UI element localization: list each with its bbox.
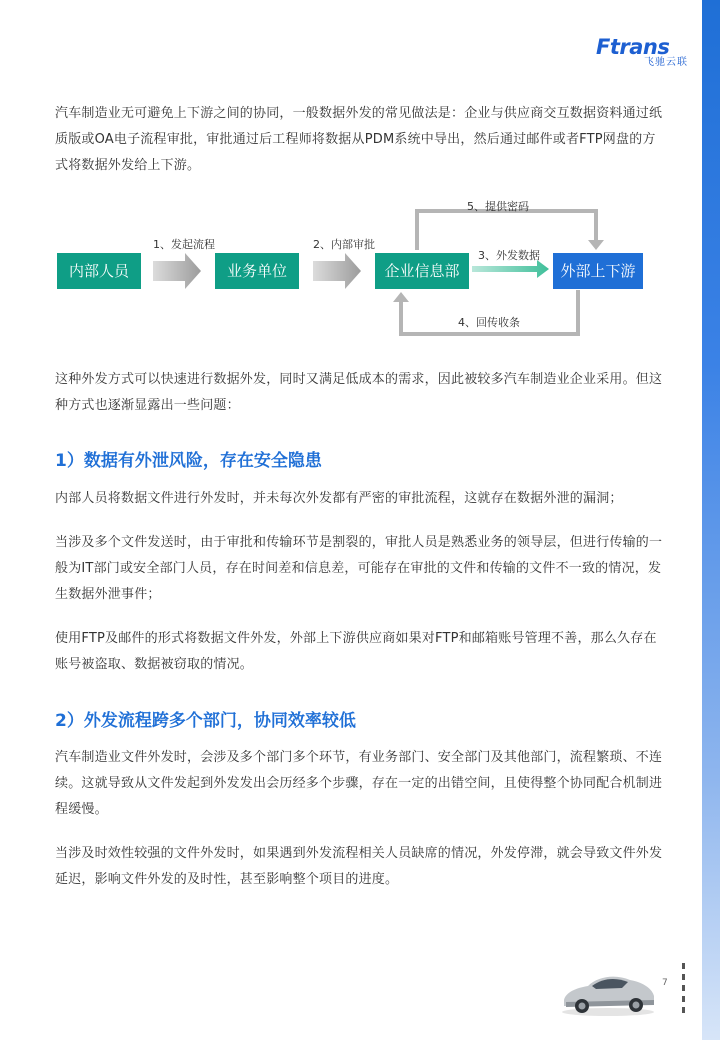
brand-logo-subtitle: 飞驰云联 bbox=[644, 57, 688, 68]
side-color-band bbox=[702, 0, 720, 1040]
flow-arrow-1-icon bbox=[153, 253, 201, 289]
data-export-flow-diagram bbox=[0, 195, 720, 345]
page-number: 7 bbox=[662, 978, 668, 988]
paragraph-issues-intro: 这种外发方式可以快速进行数据外发，同时又满足低成本的需求，因此被较多汽车制造业企业采用。但这种方式也逐渐显露出一些问题： bbox=[55, 372, 663, 413]
box-internal-staff: 内部人员 bbox=[57, 253, 141, 289]
step-2-label: 2、内部审批 bbox=[313, 238, 375, 251]
brand-logo bbox=[596, 36, 692, 70]
section-1-paragraph-2: 当涉及多个文件发送时，由于审批和传输环节是割裂的，审批人员是熟悉业务的领导层，但进行传输的一般为IT部门或安全部门人员，存在时间差和信息差，可能存在审批的文件和传输的文件不一致的情况，发生数据外泄事件； bbox=[55, 535, 663, 602]
car-illustration-icon bbox=[558, 962, 658, 1018]
intro-paragraph: 汽车制造业无可避免上下游之间的协同，一般数据外发的常见做法是：企业与供应商交互数据资料通过纸质版或OA电子流程审批，审批通过后工程师将数据从PDM系统中导出，然后通过邮件或者FTP网盘的方式将数据外发给上下游。 bbox=[55, 106, 663, 173]
box-it-department: 企业信息部 bbox=[375, 253, 469, 289]
section-1-paragraph-1: 内部人员将数据文件进行外发时，并未每次外发都有严密的审批流程，这就存在数据外泄的漏洞； bbox=[55, 491, 623, 506]
brand-logo-text: Ftrans bbox=[596, 35, 670, 59]
section-2-heading: 2）外发流程跨多个部门，协同效率较低 bbox=[55, 711, 356, 731]
box-external-partners: 外部上下游 bbox=[553, 253, 643, 289]
section-2-paragraph-1: 汽车制造业文件外发时，会涉及多个部门多个环节，有业务部门、安全部门及其他部门，流程繁琐、不连续。这就导致从文件发起到外发发出会历经多个步骤，存在一定的出错空间，且使得整个协同配合机制进程缓慢。 bbox=[55, 750, 663, 817]
flow-arrow-5-icon bbox=[417, 211, 596, 250]
page-number-dash-decoration bbox=[682, 963, 685, 1015]
section-1-heading: 1）数据有外泄风险，存在安全隐患 bbox=[55, 451, 322, 471]
step-1-label: 1、发起流程 bbox=[153, 238, 215, 251]
section-2-paragraph-2: 当涉及时效性较强的文件外发时，如果遇到外发流程相关人员缺席的情况，外发停滞，就会导致文件外发延迟，影响文件外发的及时性，甚至影响整个项目的进度。 bbox=[55, 846, 663, 887]
box-business-unit: 业务单位 bbox=[215, 253, 299, 289]
step-4-label: 4、回传收条 bbox=[458, 316, 520, 329]
step-3-label: 3、外发数据 bbox=[478, 249, 540, 262]
step-5-label: 5、提供密码 bbox=[467, 200, 529, 213]
section-1-paragraph-3: 使用FTP及邮件的形式将数据文件外发，外部上下游供应商如果对FTP和邮箱账号管理不善，那么久存在账号被盗取、数据被窃取的情况。 bbox=[55, 631, 657, 672]
flow-arrow-2-icon bbox=[313, 253, 361, 289]
